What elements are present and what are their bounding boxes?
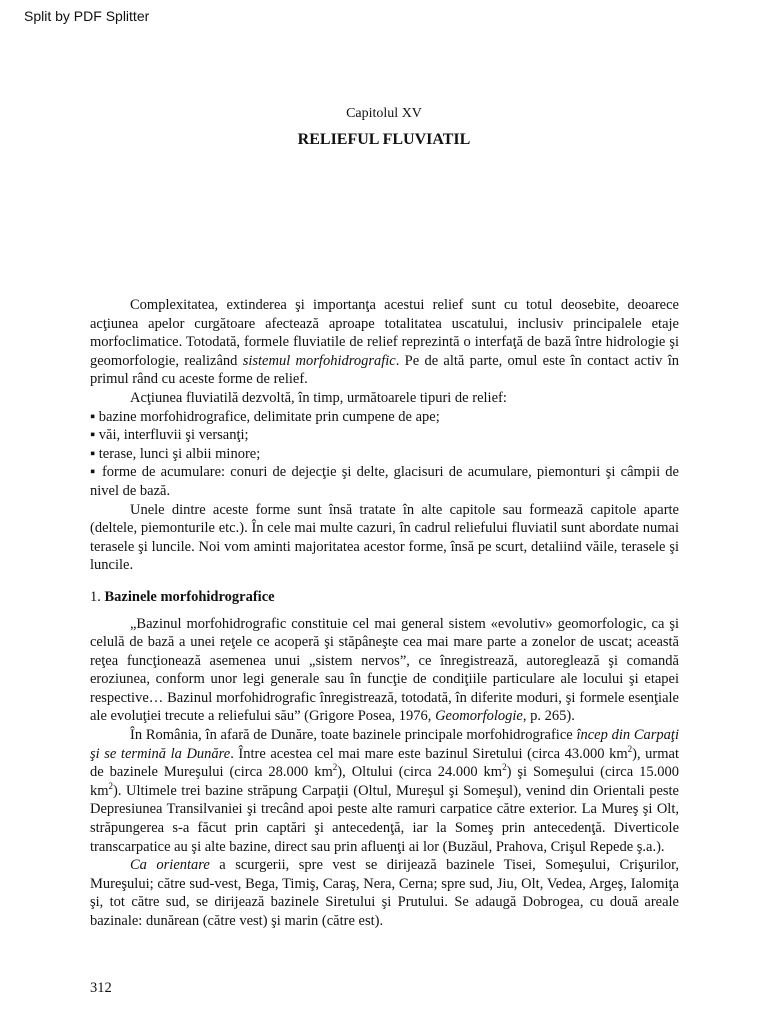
list-item: ▪ bazine morfohidrografice, delimitate prin cumpene de ape; [90,408,440,425]
intro-paragraph: Complexitatea, extinderea şi importanţa acestui relief sunt cu totul deosebite, deoarece acţiunea apelor curgătoare afectează aproape totalitatea uscatului, inclusiv principalele etaje morfoclimatice. Totodată, formele fluviatile de relief reprezintă o interfaţă de bază între hidrologie şi geomorfologie, realizând sistemul morfohidrografic. Pe de altă parte, omul este în contact activ în primul rând cu aceste forme de relief. [90,297,679,388]
page-number: 312 [90,980,112,996]
body-text [90,296,679,931]
quote-paragraph: „Bazinul morfohidrografic constituie cel mai general sistem «evolutiv» geomorfologic, ca şi celulă de bază a unei reţele ce acoperă şi stăpâneşte cea mai mare parte a zonelor de uscat; această reţea funcţionează asemenea unui „sistem nervos”, ce înregistrează, autoreglează şi comandă eroziunea, conform unor legi generale sau în funcţie de condiţiile particulare ale locului şi etapei respective… Bazinul morfohidrografic înregistrează, totodată, în diferite moduri, şi formele esenţiale ale evoluţiei trecute a reliefului său” (Grigore Posea, 1976, Geomorfologie, p. 265). [90,615,679,725]
watermark-label: Split by PDF Splitter [24,8,150,24]
scope-paragraph: Unele dintre aceste forme sunt însă tratate în alte capitole sau formează capitole aparte (deltele, piemonturile etc.). În cele mai multe cazuri, în cadrul reliefului fluviatil sunt abordate numai terasele şi luncile. Noi vom aminti majoritatea acestor forme, însă pe scurt, detaliind văile, terasele şi luncile. [90,501,679,574]
list-item: ▪ văi, interfluvii şi versanţi; [90,427,249,444]
section-heading: 1. Bazinele morfohidrografice [90,588,275,605]
orientation-paragraph: Ca orientare a scurgerii, spre vest se dirijează bazinele Tisei, Someşului, Crişurilor, Mureşului; către sud-vest, Bega, Timiş, Caraş, Nera, Cerna; spre sud, Jiu, Olt, Vedea, Argeş, Ialomiţa şi, tot către sud, se dirijează bazinele Siretului şi Prutului. Se adaugă Dobrogea, cu două areale bazinale: dunărean (către vest) şi marin (către est). [90,857,679,929]
romania-paragraph: În România, în afară de Dunăre, toate bazinele principale morfohidrografice încep din Carpaţi şi se termină la Dunăre. Între acestea cel mai mare este bazinul Siretului (circa 43.000 $km^2$), urmat de bazinele Mureşului (circa 28.000 $km^2$), Oltului (circa 24.000 $km^2$) şi Someşului (circa 15.000 $km^2$). Ultimele trei bazine străpung Carpaţii (Oltul, Mureşul şi Someşul), venind din Orientali peste Depresiunea Transilvaniei şi trecând apoi peste alte ramuri carpatice către exterior. La Mureş şi Olt, străpungerea s-a făcut prin captări şi antecedenţă, iar la Someş prin antecedenţă. Diverticole transcarpatice au şi alte bazine, direct sau prin afluenţi ai lor (Buzăul, Prahova, Crişul Repede ş.a.). [90,727,679,855]
chapter-label: Capitolul XV [346,106,422,121]
list-item: ▪ terase, lunci şi albii minore; [90,445,261,462]
relief-types-intro: Acţiunea fluviatilă dezvoltă, în timp, următoarele tipuri de relief: [130,389,507,406]
list-item: ▪ forme de acumulare: conuri de dejecţie şi delte, glacisuri de acumulare, piemonturi şi câmpii de nivel de bază. [90,464,679,499]
chapter-title: RELIEFUL FLUVIATIL [297,131,471,148]
